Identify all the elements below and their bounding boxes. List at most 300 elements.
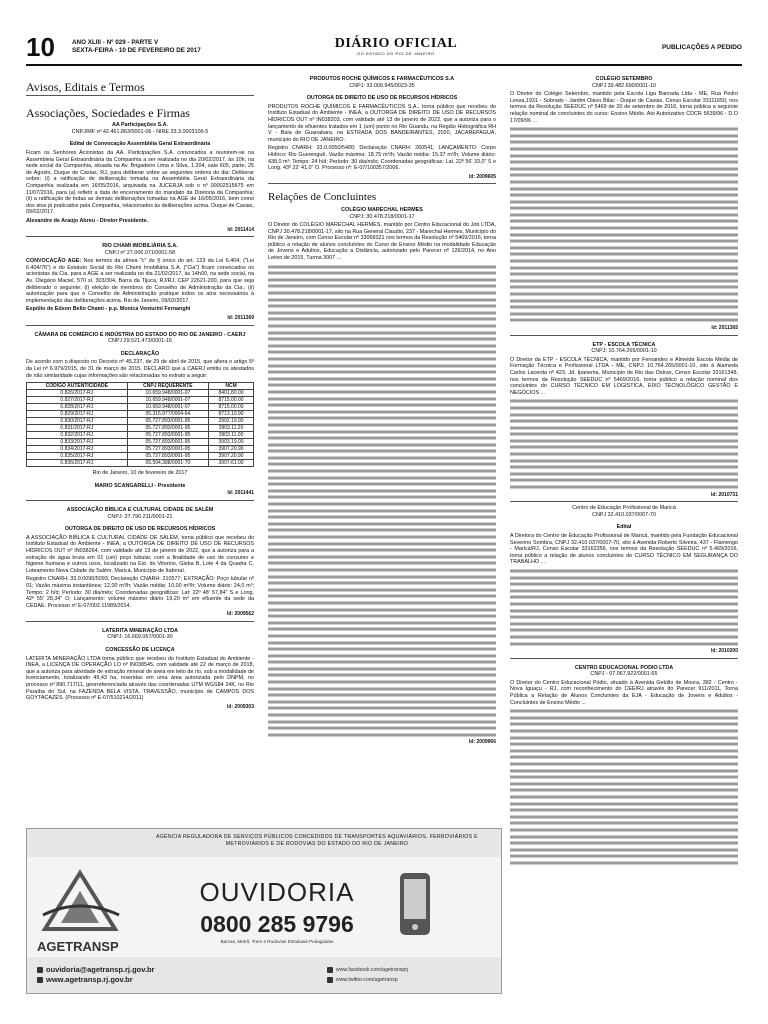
notice-company: CÂMARA DE COMÉRCIO E INDÚSTRIA DO ESTADO DO RIO DE JANEIRO - CAERJ bbox=[34, 331, 246, 338]
text-line bbox=[510, 860, 738, 867]
text-line bbox=[268, 607, 496, 614]
table-cell: 3907.20.90 bbox=[209, 453, 254, 460]
text-line bbox=[510, 133, 738, 140]
text-line bbox=[268, 455, 496, 462]
ad-agency-text: AGÊNCIA REGULADORA DE SERVIÇOS PÚBLICOS CONCEDIDOS DE TRANSPORTES AQUAVIÁRIOS, FERROVIÁRIOS E METROVIÁRIOS E DE RODOVIAS DO ESTADO DO RIO DE JANEIRO bbox=[156, 834, 478, 847]
text-line bbox=[510, 451, 738, 458]
text-line bbox=[510, 291, 738, 298]
text-line bbox=[510, 271, 738, 278]
text-line bbox=[510, 641, 738, 648]
text-line bbox=[268, 521, 496, 528]
notice-cep-marica bbox=[510, 505, 738, 654]
notice-roche bbox=[268, 76, 496, 180]
text-line bbox=[510, 614, 738, 621]
text-line bbox=[268, 494, 496, 501]
text-line bbox=[268, 435, 496, 442]
notice-signature: Alexandre de Araújo Abreu - Diretor Presidente. bbox=[26, 217, 149, 224]
table-row bbox=[27, 425, 254, 432]
text-line bbox=[510, 166, 738, 173]
text-line bbox=[268, 633, 496, 640]
table-row bbox=[27, 390, 254, 397]
text-line bbox=[510, 774, 738, 781]
notice-heading: Edital bbox=[616, 524, 632, 531]
notice-company: Centro de Educação Profissional de Maricá bbox=[572, 505, 676, 512]
text-line bbox=[268, 283, 496, 290]
table-cell: 3903.11.00 bbox=[209, 432, 254, 439]
notice-body: O Diretor da ETP - ESCOLA TÉCNICA, mantido por Fernandes e Almeida Escola Média de Formação Técnica e Profissional LTDA - ME, CNPJ: 10.764.265/0001-10, sito à Alameda Carlos Lacerda nº 423, Jd. Ipanema, Município de Rio das Ostras, Censo Escolar 33161348, nos termos da Resolução SEEDUC nº 5469/2016, torna público a relação nominal dos concluintes do CURSO TÉCNICO EM LOGÍSTICA, EIXO TECNOLÓGICO GESTÃO E NEGÓCIOS ... bbox=[510, 356, 738, 396]
column-right bbox=[510, 70, 738, 867]
ad-bottom-band bbox=[27, 957, 501, 993]
text-line bbox=[268, 336, 496, 343]
table-cell: 10.659.948/0001-07 bbox=[127, 397, 208, 404]
text-line bbox=[268, 356, 496, 363]
text-line bbox=[268, 442, 496, 449]
text-line bbox=[268, 303, 496, 310]
notice-body: O Diretor do Colégio Setembro, mantido pela Escola Liga Bairrada Ltda - ME, Rua Pedro Lessa,1931 - Sobrado - Jardim Olavo Bilac - Duque de Caxias, Censo Escolar 33111650, nos termos da Resolução SEEDUC nº 5469 de 20 de setembro de 2016, torna pública a seguinte relação nominal de concluintes do curso: Ensino Médio. Ato Autorizativo CDCR 5639/96 - D.O 17/09/96 ... bbox=[510, 91, 738, 124]
text-line bbox=[268, 725, 496, 732]
notice-body-continuation bbox=[268, 264, 496, 739]
text-line bbox=[268, 686, 496, 693]
text-line bbox=[510, 159, 738, 166]
table-cell: 8715.00.00 bbox=[209, 397, 254, 404]
notice-podio bbox=[510, 665, 738, 867]
table-cell: 0.829/2017-RJ bbox=[27, 411, 128, 418]
text-line bbox=[510, 588, 738, 595]
notice-heading: CONCESSÃO DE LICENÇA bbox=[105, 647, 175, 654]
page-number: 10 bbox=[26, 32, 55, 62]
edition-year-line: ANO XLIII - Nº 029 - PARTE V bbox=[72, 39, 159, 46]
section-label: PUBLICAÇÕES A PEDIDO bbox=[661, 44, 742, 51]
text-line bbox=[268, 534, 496, 541]
text-line bbox=[268, 574, 496, 581]
notice-colegio-setembro bbox=[510, 76, 738, 332]
divider bbox=[26, 325, 254, 326]
text-line bbox=[268, 461, 496, 468]
notice-id: Id: 2009605 bbox=[469, 173, 496, 180]
text-line bbox=[510, 787, 738, 794]
text-line bbox=[268, 415, 496, 422]
notice-heading: OUTORGA DE DIREITO DE USO DE RECURSOS HÍDRICOS bbox=[306, 95, 458, 102]
text-line bbox=[268, 600, 496, 607]
notice-company: CENTRO EDUCACIONAL PODIO LTDA bbox=[574, 664, 674, 671]
notice-body: Ficam os Senhores Acionistas da AA. Participações S.A. convocados a reunirem-se na Assembleia Geral Extraordinária da Companhia a ser realizada no dia 20/02/2017, às 10h, na sede social da Companhia, situada na Av. Brigadeiro Lima e Silva, 1.204, sala 605, parte, 25 de Agosto, Duque de Caxias, RJ, para deliberar sobre as seguintes ordens do dia: Deliberar sobre: (i) a ratificação de deliberação tomada na Assembléia Geral Extraordinária da Companhia realizada em 16/05/2016, arquivada na JUCERJA sob o nº 00002915675 em 11/07/2016, para (a) refletir a data de encerramento do mandato da Diretoria da Companhia; (ii) a ratificação de todas as demais deliberações tomadas na AGE de 16/05/2016, bem como dos atos já praticados pela Companhia, relacionados às deliberações acima. Duque de Caxias, 09/02/2017. bbox=[26, 149, 254, 216]
ad-phone: 0800 285 9796 bbox=[200, 911, 354, 937]
text-line bbox=[510, 153, 738, 160]
table-row bbox=[27, 446, 254, 453]
page-header bbox=[26, 32, 742, 62]
table-cell: 10.659.948/0001-07 bbox=[127, 390, 208, 397]
text-line bbox=[268, 705, 496, 712]
divider bbox=[26, 236, 254, 237]
table-cell: 3903.11.20 bbox=[209, 425, 254, 432]
table-cell: 0.832/2017-RJ bbox=[27, 432, 128, 439]
text-line bbox=[268, 514, 496, 521]
table-cell: 0.828/2017-RJ bbox=[27, 404, 128, 411]
text-line bbox=[510, 304, 738, 311]
notice-company: AA Participações S.A. bbox=[111, 122, 169, 129]
text-line bbox=[510, 484, 738, 491]
text-line bbox=[510, 741, 738, 748]
text-line bbox=[510, 827, 738, 834]
text-line bbox=[510, 418, 738, 425]
text-line bbox=[510, 608, 738, 615]
text-line bbox=[268, 547, 496, 554]
agetransp-logo-icon bbox=[35, 867, 125, 937]
text-line bbox=[268, 297, 496, 304]
text-line bbox=[268, 409, 496, 416]
text-line bbox=[510, 278, 738, 285]
edition-date-line: SEXTA-FEIRA - 10 DE FEVEREIRO DE 2017 bbox=[72, 47, 201, 54]
notice-rio-chami bbox=[26, 243, 254, 322]
text-line bbox=[510, 735, 738, 742]
text-line bbox=[268, 330, 496, 337]
text-line bbox=[510, 807, 738, 814]
text-line bbox=[510, 186, 738, 193]
notice-id: Id: 2011441 bbox=[227, 490, 254, 497]
text-line bbox=[510, 634, 738, 641]
text-line bbox=[268, 613, 496, 620]
notice-body: A Diretora do Centro de Educação Profissional de Maricá, mantido pela Fundação Educacional Severino Sombra, CNPJ 32.410.037/0007-70, sito à Avenida Roberto Silveira, 437 - Flamengo - Maricá/RJ, Censo Escolar 33162356, nos termos da Resolução SEEDUC nº 5.469/2016, torna público a relação de alunos concluintes do CURSO TÉCNICO EM SEGURANÇA DO TRABALHO ... bbox=[510, 533, 738, 566]
text-line bbox=[268, 277, 496, 284]
ad-social bbox=[327, 965, 408, 985]
notice-body-continuation bbox=[510, 568, 738, 647]
notice-id: Id: 2010731 bbox=[711, 491, 738, 498]
text-line bbox=[510, 715, 738, 722]
text-line bbox=[510, 205, 738, 212]
notice-heading: OUTORGA DE DIREITO DE USO DE RECURSOS HÍDRICOS bbox=[64, 526, 216, 533]
text-line bbox=[510, 298, 738, 305]
text-line bbox=[510, 405, 738, 412]
notice-company: PRODUTOS ROCHE QUÍMICOS E FARMACÊUTICOS S.A bbox=[309, 76, 455, 82]
text-line bbox=[268, 554, 496, 561]
notice-id: Id: 2009966 bbox=[469, 739, 496, 746]
text-line bbox=[268, 481, 496, 488]
agetransp-advertisement bbox=[26, 828, 502, 994]
notice-ids: CNPJ: 27.790.211/0001-21 bbox=[107, 513, 173, 520]
notice-registry: Registro CNARH: 33.0.0050/5480; Declaração CNARH: 260541; LANÇAMENTO: Corpo Hídrico: Rio Guerenguê. Vazão máxima: 18,75 m³/h; Vazão média: 15,37 m³/h; Volume diário: 438,0 m³; Tempo: 24 h/d; Período: 30 dia/mês; Coordenadas geográficas: Lat. 22º 56' 33,0" S e Long. 43º 22' 41,0" O. Processo nº: E-07/100357/2006. bbox=[268, 145, 496, 172]
text-line bbox=[268, 349, 496, 356]
notice-company: COLÉGIO SETEMBRO bbox=[595, 76, 653, 82]
text-line bbox=[510, 251, 738, 258]
text-line bbox=[510, 748, 738, 755]
table-cell: 05.727.893/0001-95 bbox=[127, 418, 208, 425]
text-line bbox=[268, 620, 496, 627]
notice-body: De acordo com o disposto no Decreto nº 45.237, de 29 de abril de 2015, que altera o artigo 5º da Lei nº 6.979/2015, de 31 de março de 2015, DECLARO que a CAERJ emitiu os atestados de não similaridade cujas informações são relacionadas no extrato a seguir: bbox=[26, 359, 254, 379]
table-cell: 8713.10.90 bbox=[209, 411, 254, 418]
table-row bbox=[27, 404, 254, 411]
header-rule bbox=[26, 64, 742, 66]
email-icon bbox=[37, 967, 43, 973]
notice-body: LATERITA MINERAÇÃO LTDA torna público que recebeu do Instituto Estadual do Ambiente - INEA, a LICENÇA DE OPERAÇÃO LO nº IN038545, com validade até 22 de março de 2018, que a autoriza para atividade de extração mineral de areia em leito de rio, sob a modalidade de licenciamento, totalizando 49,43 ha, inseridas em uma área autorizada pelo DNPM, no processo nº 890.717/11, georreferenciada através das coordenadas UTM WGS84 24K, no Rio Paraíba do Sul, na FAZENDA BELA VISTA, TRAVESSÃO, município de CAMPOS DOS GOYTACAZES. (Processo nº E-07/510214/2011) bbox=[26, 655, 254, 702]
text-line bbox=[268, 264, 496, 271]
text-line bbox=[510, 781, 738, 788]
divider bbox=[510, 658, 738, 659]
column-middle bbox=[268, 70, 496, 749]
table-row bbox=[27, 453, 254, 460]
table-header: CÓDIGO AUTENTICIDADE bbox=[27, 383, 128, 390]
attestation-table bbox=[26, 382, 254, 467]
text-line bbox=[510, 192, 738, 199]
text-line bbox=[510, 627, 738, 634]
notice-body: O Diretor do COLÉGIO MARECHAL HERMES, mantido por Centro Educacional do Job LTDA, CNPJ 30.478.218/0001-17, sito na Rua General Claudio, 237 - Marechal Hermes, Município do Rio de Janeiro, com Censo Escolar nº 33068321 nos termos da Resolução nº 5469/2016, torna público a relação de alunos concluintes do Curso de Ensino Médio na modalidade Educação de Jovens e Adultos, Educação a Distância, autorizado pelo Parecer nº 126/2014, no Ano Letivo de 2015, Turma 3007 ... bbox=[268, 222, 496, 262]
notice-body-continuation bbox=[510, 126, 738, 324]
text-line bbox=[510, 425, 738, 432]
section-title: Relações de Concluintes bbox=[268, 191, 377, 204]
table-cell: 0.830/2017-RJ bbox=[27, 418, 128, 425]
section-title: Avisos, Editais e Termos bbox=[26, 80, 145, 94]
notice-ids: CNPJ nº 27.006.071/0001-58 bbox=[104, 249, 176, 256]
text-line bbox=[510, 761, 738, 768]
text-line bbox=[510, 708, 738, 715]
text-line bbox=[268, 316, 496, 323]
text-line bbox=[510, 311, 738, 318]
divider bbox=[26, 95, 254, 96]
table-header: NCM bbox=[209, 383, 254, 390]
table-row bbox=[27, 411, 254, 418]
facebook-icon bbox=[327, 967, 333, 973]
notice-body: PRODUTOS ROCHE QUÍMICOS E FARMACÊUTICOS S.A., torna público que recebeu do Instituto Estadual do Ambiente - INEA, a OUTORGA DE DIREITO DE USO DE RECURSOS HÍDRICOS OUT nº IN038203, com validade até 13 de janeiro de 2022, que a autoriza para o lançamento de efluentes tratados em 1 (um) ponto no Rio Guandu, na Região Hidrográfica RH V - Baía de Guanabara, na ESTRADA DOS BANDEIRANTES, 2020, JACAREPAGUÁ, município do RIO DE JANEIRO. bbox=[268, 103, 496, 143]
table-cell: 2902.19.90 bbox=[209, 418, 254, 425]
notice-company: RIO CHAMI IMOBILIÁRIA S.A. bbox=[102, 243, 178, 250]
subsection-title: Associações, Sociedades e Firmas bbox=[26, 105, 190, 120]
notice-heading: CONVOCAÇÃO AGE: bbox=[26, 258, 82, 265]
notice-caerj bbox=[26, 332, 254, 497]
text-line bbox=[268, 396, 496, 403]
text-line bbox=[510, 464, 738, 471]
text-line bbox=[268, 626, 496, 633]
text-line bbox=[510, 471, 738, 478]
table-cell: 8715.00.00 bbox=[209, 404, 254, 411]
table-cell: 05.727.893/0001-95 bbox=[127, 425, 208, 432]
text-line bbox=[510, 284, 738, 291]
notice-id: Id: 2011414 bbox=[227, 226, 254, 233]
table-cell: 0.833/2017-RJ bbox=[27, 439, 128, 446]
table-row bbox=[27, 439, 254, 446]
text-line bbox=[510, 212, 738, 219]
text-line bbox=[510, 814, 738, 821]
text-line bbox=[268, 290, 496, 297]
text-line bbox=[510, 853, 738, 860]
text-line bbox=[268, 402, 496, 409]
text-line bbox=[510, 794, 738, 801]
notice-ids: CNPJ: 30.478.218/0001-17 bbox=[349, 213, 415, 220]
table-cell: 05.594.388/0001-70 bbox=[127, 460, 208, 467]
text-line bbox=[510, 225, 738, 232]
text-line bbox=[268, 475, 496, 482]
text-line bbox=[510, 258, 738, 265]
notice-marechal-hermes bbox=[268, 207, 496, 746]
notice-body-continuation bbox=[510, 708, 738, 866]
text-line bbox=[268, 653, 496, 660]
text-line bbox=[268, 270, 496, 277]
text-line bbox=[268, 541, 496, 548]
text-line bbox=[268, 659, 496, 666]
text-line bbox=[268, 567, 496, 574]
text-line bbox=[510, 444, 738, 451]
table-cell: 0.826/2017-RJ bbox=[27, 390, 128, 397]
text-line bbox=[510, 146, 738, 153]
text-line bbox=[510, 754, 738, 761]
text-line bbox=[268, 508, 496, 515]
twitter-icon bbox=[327, 977, 333, 983]
notice-aa-participacoes bbox=[26, 122, 254, 233]
table-header: CNPJ REQUERENTE bbox=[127, 383, 208, 390]
text-line bbox=[510, 834, 738, 841]
notice-id: Id: 2009303 bbox=[227, 703, 254, 710]
table-cell: 8401.80.00 bbox=[209, 390, 254, 397]
text-line bbox=[510, 575, 738, 582]
masthead bbox=[326, 36, 466, 56]
table-cell: 05.727.893/0001-95 bbox=[127, 446, 208, 453]
notice-ids: CNPJ 32.410.037/0007-70 bbox=[592, 511, 656, 518]
notice-heading: Edital de Convocação Assembléia Geral Extraordinária bbox=[69, 141, 211, 148]
text-line bbox=[268, 580, 496, 587]
text-line bbox=[268, 422, 496, 429]
notice-company: COLÉGIO MARECHAL HERMES bbox=[341, 206, 423, 213]
text-line bbox=[268, 429, 496, 436]
notice-registry: Registro CNARH: 33.0.0090/5093; Declaração CNARH: 210577; EXTRAÇÃO: Poço tubular nº 01; Vazão máxima instantânea: 12,00 m³/h; Vazão média: 10,00 m³/h; Volume diário: 24,0 m³; Tempo: 2 h/d; Período: 30 dia/mês; Coordenadas geográficas: Lat: 22º 48' 57,84" S e Long. 42º 55' 28,34" O; Lançamento: volume máximo diário 19,20 m³ em efluente da sede da CEDAE. Processo nº E-07/002.11989/2014. bbox=[26, 576, 254, 609]
text-line bbox=[268, 679, 496, 686]
table-row bbox=[27, 418, 254, 425]
text-line bbox=[510, 458, 738, 465]
notice-body: Nos termos da alínea "c" do § único do art. 123 da Lei 6.404, ("Lei 6.404/76") e do Estatuto Social do Rio Chami Imobiliária S.A. ("Cia") ficam convocados os acionistas da Cia. para a AGE a ser realizada no dia 21/02/2017, às 14h00, na sede social, na Av. Olegário Maciel, 570 sl. 303/304, Barra da Tijuca, RJ/RJ, CEP 22621-200, para que seja deliberado o seguinte: (i) eleição de membros do Conselho de Administração da Cia.; (ii) autorização para que o Conselho de Administração pratique todos os atos necessários à implementação das deliberações acima. Rio de Janeiro, 09/02/2017. bbox=[26, 258, 254, 304]
table-cell: 3903.19.00 bbox=[209, 439, 254, 446]
text-line bbox=[268, 369, 496, 376]
table-cell: 0.834/2017-RJ bbox=[27, 446, 128, 453]
text-line bbox=[268, 712, 496, 719]
table-row bbox=[27, 460, 254, 467]
notice-signature: MARIO SCANGARELLI - Presidente bbox=[94, 482, 186, 489]
text-line bbox=[268, 527, 496, 534]
text-line bbox=[510, 412, 738, 419]
text-line bbox=[510, 594, 738, 601]
text-line bbox=[510, 840, 738, 847]
text-line bbox=[510, 398, 738, 405]
table-cell: 05.727.893/0001-95 bbox=[127, 453, 208, 460]
text-line bbox=[510, 847, 738, 854]
text-line bbox=[268, 640, 496, 647]
text-line bbox=[510, 581, 738, 588]
text-line bbox=[268, 666, 496, 673]
text-line bbox=[268, 560, 496, 567]
text-line bbox=[268, 468, 496, 475]
ad-email[interactable]: ouvidoria@agetransp.rj.gov.br bbox=[46, 965, 155, 974]
text-line bbox=[268, 343, 496, 350]
masthead-subtitle: DO ESTADO DO RIO DE JANEIRO bbox=[357, 51, 435, 56]
text-line bbox=[510, 477, 738, 484]
notice-id: Id: 2010200 bbox=[711, 648, 738, 655]
ad-twitter[interactable]: www.twitter.com/agetransp bbox=[336, 977, 398, 983]
text-line bbox=[268, 376, 496, 383]
notice-id: Id: 2009562 bbox=[227, 611, 254, 618]
text-line bbox=[268, 310, 496, 317]
text-line bbox=[510, 801, 738, 808]
text-line bbox=[510, 728, 738, 735]
notice-body: A ASSOCIAÇÃO BÍBLICA E CULTURAL CIDADE DE SALÉM, torna público que recebeu do Instituto Estadual do Ambiente - INEA, a OUTORGA DE DIREITO DE USO DE RECURSOS HÍDRICOS OUT nº IN038264, com validade até 13 de janeiro de 2022, que a autoriza para a extração de água bruta em 01 (um) poço tubular, com a finalidade de uso de consumo e higiene humana e outros usos, localizado na Est. do Vitorino, Gleba B, Lote 4 da Quadra C, Loteamento Nova Cidade de Salém, Maricá, Município de Itaboraí. bbox=[26, 534, 254, 574]
text-line bbox=[268, 448, 496, 455]
text-line bbox=[268, 389, 496, 396]
table-row bbox=[27, 432, 254, 439]
column-left bbox=[26, 70, 254, 713]
table-row bbox=[27, 397, 254, 404]
text-line bbox=[510, 568, 738, 575]
text-line bbox=[510, 431, 738, 438]
notice-ids: CNPJ 39.482.690/0001-10 bbox=[592, 82, 656, 89]
text-line bbox=[510, 199, 738, 206]
notice-place-date: Rio de Janeiro, 10 de fevereiro de 2017 bbox=[92, 470, 188, 477]
text-line bbox=[268, 692, 496, 699]
text-line bbox=[268, 488, 496, 495]
notice-body-continuation bbox=[510, 398, 738, 490]
table-cell: 0.827/2017-RJ bbox=[27, 397, 128, 404]
globe-icon bbox=[37, 977, 43, 983]
divider bbox=[26, 621, 254, 622]
notice-company: LATERITA MINERAÇÃO LTDA bbox=[102, 627, 178, 634]
text-line bbox=[268, 646, 496, 653]
ad-tagline: Barcas, Metrô, Trem e Rodovias Estaduais Pedagiadas bbox=[220, 939, 334, 944]
notice-ids: CNPJ: 16.669.067/0001-30 bbox=[107, 634, 173, 641]
table-cell: 0.831/2017-RJ bbox=[27, 425, 128, 432]
text-line bbox=[268, 593, 496, 600]
masthead-title: DIÁRIO OFICIAL bbox=[334, 36, 458, 51]
table-cell: 3907.61.00 bbox=[209, 460, 254, 467]
text-line bbox=[268, 719, 496, 726]
text-line bbox=[510, 245, 738, 252]
table-cell: 05.315.977/0004-64 bbox=[127, 411, 208, 418]
notice-salem bbox=[26, 507, 254, 618]
text-line bbox=[510, 172, 738, 179]
text-line bbox=[510, 768, 738, 775]
notice-etp bbox=[510, 342, 738, 499]
text-line bbox=[268, 672, 496, 679]
ad-facebook[interactable]: www.facebook.com/agetransprj bbox=[336, 967, 409, 973]
table-cell: 05.727.893/0001-95 bbox=[127, 439, 208, 446]
notice-ids: CNPJ 29.521.473/0001-16 bbox=[108, 338, 172, 345]
table-cell: 3907.20.90 bbox=[209, 446, 254, 453]
text-line bbox=[268, 699, 496, 706]
table-cell: 0.835/2017-RJ bbox=[27, 453, 128, 460]
notice-laterita bbox=[26, 628, 254, 711]
divider bbox=[268, 183, 496, 184]
notice-ids: CNPJ - 07.067.922/0001-65 bbox=[590, 671, 658, 678]
text-line bbox=[510, 621, 738, 628]
notice-ids: CNPJ/MF nº 42.461.863/0001-06 - NIRE 33.3.0003106-5 bbox=[71, 128, 209, 135]
table-cell: 05.727.893/0001-95 bbox=[127, 432, 208, 439]
text-line bbox=[268, 587, 496, 594]
notice-id: Id: 2011365 bbox=[711, 324, 738, 331]
notice-signature: Espólio de Edson Bello Chami - p.p. Monica Venturini Fernanghi bbox=[26, 306, 191, 313]
table-cell: 0.836/2017-RJ bbox=[27, 460, 128, 467]
text-line bbox=[510, 820, 738, 827]
notice-id: Id: 2011369 bbox=[227, 315, 254, 322]
ad-site[interactable]: www.agetransp.rj.gov.br bbox=[46, 975, 133, 984]
ad-heading: OUVIDORIA bbox=[199, 877, 355, 907]
text-line bbox=[268, 363, 496, 370]
text-line bbox=[268, 382, 496, 389]
notice-ids: CNPJ: 10.764.265/0001-10 bbox=[591, 348, 657, 355]
text-line bbox=[510, 438, 738, 445]
notice-body: O Diretor do Centro Educacional Pódio, situado à Avenida Getúlio de Moura, 392 - Centro - Nova Iguaçu - RJ, com reconhecimento do CEE/RJ através do Parecer 911/2011, Torna Pública a Relação de Alunos Concluintes da EJA - Educação de Jovens e Adultos - Concluintes de Ensino Médio ... bbox=[510, 679, 738, 706]
text-line bbox=[268, 732, 496, 739]
text-line bbox=[510, 317, 738, 324]
ad-brand: AGETRANSP bbox=[37, 939, 119, 954]
notice-ids: CNPJ: 33.009.945/0023-35 bbox=[349, 82, 415, 89]
text-line bbox=[510, 179, 738, 186]
notice-heading: DECLARAÇÃO bbox=[120, 350, 160, 357]
edition-info bbox=[72, 39, 201, 55]
text-line bbox=[510, 238, 738, 245]
text-line bbox=[510, 265, 738, 272]
